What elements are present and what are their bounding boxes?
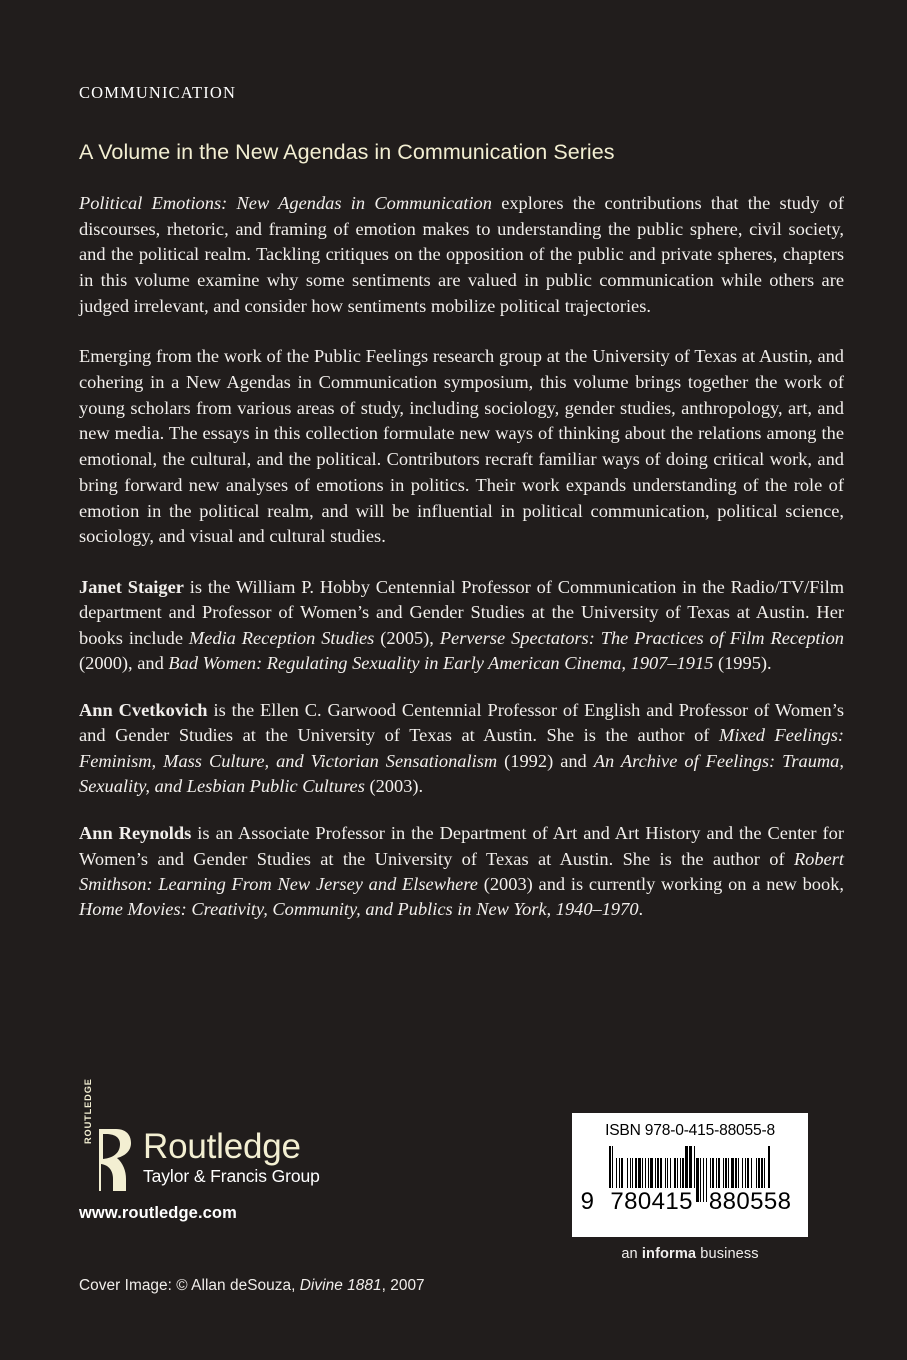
series-statement: A Volume in the New Agendas in Communication Series — [79, 140, 615, 165]
bio-segment: (2005), — [374, 627, 440, 648]
subject-category-label: COMMUNICATION — [79, 83, 237, 102]
work-title: An Archive of Feelings: Trauma, Sexuality, and Lesbian Public Cultures — [79, 750, 844, 797]
ean-group-left: 780415 — [610, 1188, 693, 1215]
blurb-paragraph-intro — [79, 191, 844, 320]
credit-artwork-title: Divine 1881 — [299, 1277, 382, 1294]
routledge-logo-mark — [79, 1078, 137, 1194]
author-bio-ann-cvetkovich — [79, 698, 844, 799]
informa-business-line — [572, 1246, 808, 1262]
author-bio-janet-staiger — [79, 575, 844, 676]
bio-segment: (2003) and is currently working on a new book, — [477, 873, 844, 894]
ean13-human-readable-digits — [580, 1188, 796, 1216]
ean-group-right: 880558 — [708, 1188, 792, 1215]
publisher-brand-subtitle: Taylor & Francis Group — [143, 1166, 320, 1186]
routledge-vertical-wordmark: ROUTLEDGE — [83, 1078, 93, 1144]
bio-segment: (1992) and — [497, 750, 594, 771]
author-bio-ann-reynolds — [79, 821, 844, 922]
bio-segment: (2003). — [364, 776, 424, 797]
work-title: Perverse Spectators: The Practices of Film Reception — [439, 627, 844, 648]
informa-suffix: business — [696, 1246, 759, 1262]
publisher-brand-name: Routledge — [143, 1127, 301, 1166]
work-title: Robert Smithson: Learning From New Jersey and Elsewhere — [79, 848, 844, 894]
bio-segment: is the Ellen C. Garwood Centennial Professor of English and Professor of Women’s and Gender Studies at the University of Texas at Austin. She is the author of — [79, 700, 844, 746]
informa-prefix: an — [621, 1246, 642, 1262]
bio-segment: is the William P. Hobby Centennial Professor of Communication in the Radio/TV/Film department and Professor of Women’s and Gender Studies at the University of Texas at Austin. Her books include — [79, 577, 844, 648]
informa-brand: informa — [641, 1246, 697, 1262]
author-name-janet-staiger: Janet Staiger — [79, 577, 184, 597]
work-title: Bad Women: Regulating Sexuality in Early American Cinema, 1907–1915 — [168, 652, 714, 673]
routledge-r-glyph-icon — [96, 1127, 132, 1193]
bio-segment: (1995). — [713, 652, 772, 673]
cover-text-column — [79, 84, 844, 945]
publisher-logo-block — [79, 1078, 379, 1223]
ean-lead-digit: 9 — [580, 1188, 595, 1215]
work-title: Media Reception Studies — [188, 627, 375, 648]
author-name-ann-reynolds: Ann Reynolds — [79, 823, 192, 844]
bio-segment: . — [638, 899, 644, 920]
author-name-ann-cvetkovich: Ann Cvetkovich — [79, 700, 208, 721]
credit-prefix: Cover Image: © Allan deSouza, — [79, 1277, 300, 1294]
bio-segment: (2000), and — [79, 652, 169, 673]
publisher-website-url: www.routledge.com — [79, 1204, 237, 1222]
bio-segment: is an Associate Professor in the Department of Art and Art History and the Center for Women’s and Gender Studies at the University of Texas at Austin. She is the author of — [79, 823, 844, 869]
cover-image-credit — [79, 1277, 425, 1295]
isbn-number-label: ISBN 978-0-415-88055-8 — [605, 1122, 775, 1139]
blurb-paragraph-second: Emerging from the work of the Public Feelings research group at the University of Texas at Austin, and cohering in a New Agendas in Communication symposium, this volume brings together the work of young scholars from various areas of study, including sociology, gender studies, anthropology, art, and new media. The essays in this collection formulate new ways of thinking about the relations among the emotional, the cultural, and the political. Contributors recraft familiar ways of doing critical work, and bring forward new analyses of emotions in politics. Their work expands understanding of the role of emotion in the political realm, and will be influential in political communication, political science, sociology, and visual and cultural studies. — [79, 346, 844, 547]
credit-suffix: , 2007 — [381, 1277, 425, 1294]
blurb-intro-rest: explores the contributions that the study of discourses, rhetoric, and framing of emotion makes to understanding the public sphere, civil society, and the political realm. Tackling critiques on the opposition of the public and private spheres, chapters in this volume examine why some sentiments are valued in public communication while others are judged irrelevant, and consider how sentiments mobilize political trajectories. — [79, 192, 844, 316]
work-title: Mixed Feelings: Feminism, Mass Culture, and Victorian Sensationalism — [79, 725, 844, 771]
book-title-italic: Political Emotions: New Agendas in Communication — [79, 192, 492, 213]
isbn-barcode-panel — [572, 1113, 808, 1237]
work-title: Home Movies: Creativity, Community, and Publics in New York, 1940–1970 — [79, 899, 639, 920]
